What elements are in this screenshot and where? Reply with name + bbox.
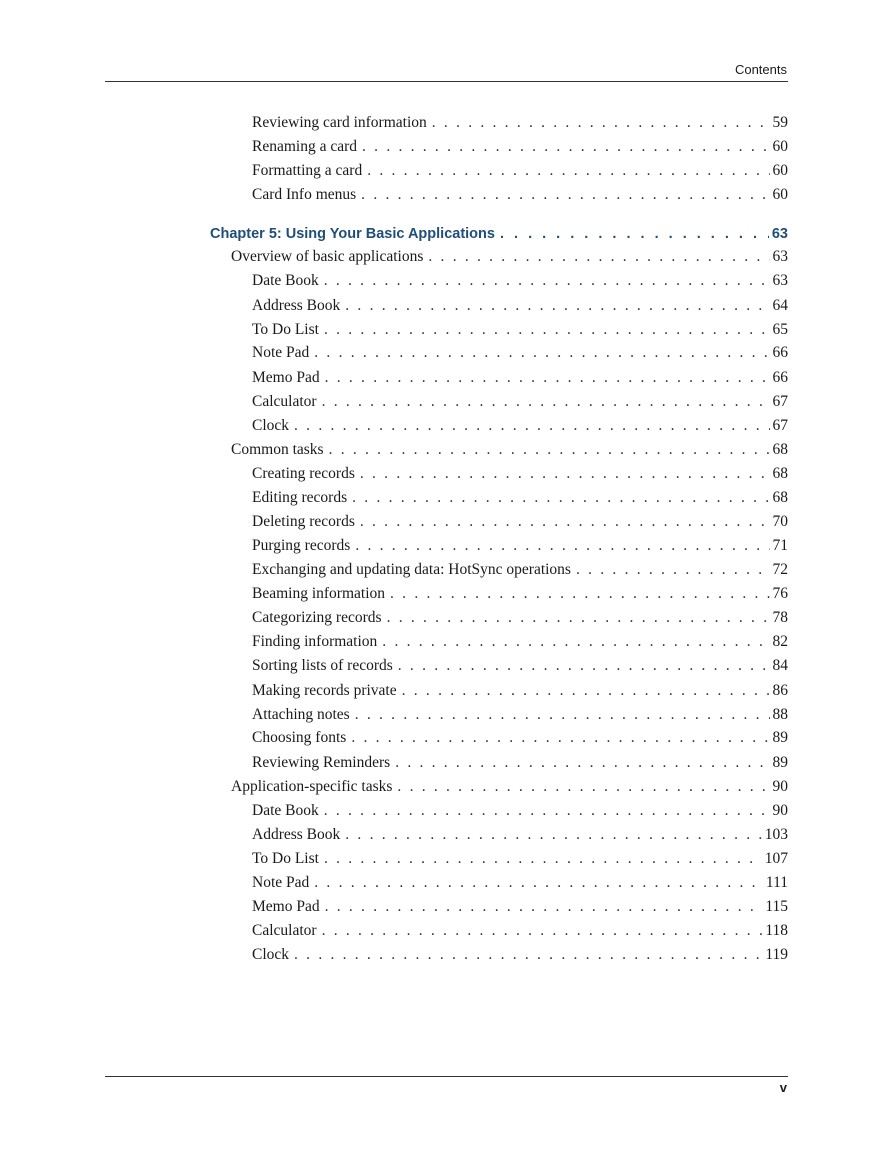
dot-leader	[395, 753, 769, 773]
toc-entry[interactable]	[252, 560, 788, 580]
toc-entry[interactable]	[252, 801, 788, 821]
toc-entry-title: Purging records	[252, 537, 351, 554]
toc-entry-page: 111	[765, 874, 788, 891]
dot-leader	[294, 416, 769, 436]
toc-entry[interactable]	[252, 392, 788, 412]
toc-entry-page: 118	[765, 922, 788, 939]
toc-entry-title: Making records private	[252, 682, 397, 699]
dot-leader	[351, 728, 769, 748]
toc-entry-title: Formatting a card	[252, 162, 363, 179]
toc-entry-title: Address Book	[252, 826, 341, 843]
toc-entry-title: Clock	[252, 946, 290, 963]
dot-leader	[355, 705, 770, 725]
toc-section-page: 68	[772, 441, 788, 458]
toc-entry-page: 89	[772, 754, 788, 771]
toc-entry-page: 88	[772, 706, 788, 723]
dot-leader	[432, 113, 770, 133]
toc-entry-page: 60	[772, 138, 788, 155]
toc-entry-title: Deleting records	[252, 513, 355, 530]
dot-leader	[361, 185, 769, 205]
toc-entry-page: 103	[764, 826, 788, 843]
toc-entry[interactable]	[252, 536, 788, 556]
toc-entry-page: 72	[772, 561, 788, 578]
dot-leader	[397, 777, 769, 797]
toc-entry[interactable]	[252, 849, 788, 869]
toc-entry-title: Editing records	[252, 489, 348, 506]
toc-entry-title: Address Book	[252, 297, 341, 314]
toc-entry-page: 67	[772, 417, 788, 434]
toc-entry[interactable]	[252, 608, 788, 628]
toc-entry-title: Memo Pad	[252, 369, 320, 386]
dot-leader	[314, 873, 763, 893]
toc-entry-page: 67	[772, 393, 788, 410]
chapter-heading[interactable]	[210, 224, 788, 244]
dot-leader	[345, 296, 769, 316]
toc-entry-page: 64	[772, 297, 788, 314]
page-number: v	[779, 1080, 787, 1095]
toc-entry-page: 76	[772, 585, 788, 602]
toc-entry-title: Date Book	[252, 802, 319, 819]
toc-entry-page: 78	[772, 609, 788, 626]
toc-entry-page: 89	[772, 729, 788, 746]
toc-entry-title: To Do List	[252, 321, 319, 338]
chapter-title: Chapter 5: Using Your Basic Applications	[210, 226, 495, 242]
toc-entry-title: Reviewing Reminders	[252, 754, 391, 771]
dot-leader	[324, 849, 762, 869]
dot-leader	[387, 608, 770, 628]
dot-leader	[325, 368, 770, 388]
toc-entry-title: Calculator	[252, 922, 317, 939]
chapter-page: 63	[771, 226, 788, 242]
toc-entry-page: 84	[772, 657, 788, 674]
toc-entry[interactable]	[252, 681, 788, 701]
running-header: Contents	[734, 62, 787, 77]
dot-leader	[322, 921, 763, 941]
dot-leader	[576, 560, 770, 580]
dot-leader	[329, 440, 770, 460]
toc-entry[interactable]	[252, 137, 788, 157]
toc-section[interactable]	[231, 777, 788, 797]
toc-entry[interactable]	[252, 753, 788, 773]
toc-entry-page: 90	[772, 802, 788, 819]
toc-entry-page: 82	[772, 633, 788, 650]
dot-leader	[402, 681, 770, 701]
dot-leader	[314, 343, 769, 363]
toc-entry[interactable]	[252, 464, 788, 484]
toc-entry-title: Note Pad	[252, 874, 310, 891]
toc-section-title: Overview of basic applications	[231, 248, 424, 265]
toc-entry[interactable]	[252, 825, 788, 845]
toc-entry[interactable]	[252, 416, 788, 436]
toc-entry-title: Calculator	[252, 393, 317, 410]
toc-entry[interactable]	[252, 728, 788, 748]
header-rule	[105, 81, 788, 82]
toc-entry-title: Reviewing card information	[252, 114, 427, 131]
dot-leader	[382, 632, 769, 652]
toc-entry[interactable]	[252, 320, 788, 340]
toc-entry[interactable]	[252, 897, 788, 917]
toc-entry-title: Sorting lists of records	[252, 657, 393, 674]
dot-leader	[324, 801, 770, 821]
dot-leader	[324, 271, 770, 291]
dot-leader	[500, 224, 769, 244]
toc-entry-title: Beaming information	[252, 585, 386, 602]
toc-entry[interactable]	[252, 584, 788, 604]
toc-entry-page: 66	[772, 344, 788, 361]
dot-leader	[362, 137, 769, 157]
toc-entry-title: Clock	[252, 417, 290, 434]
dot-leader	[355, 536, 769, 556]
toc-section[interactable]	[231, 247, 788, 267]
toc-entry-page: 86	[772, 682, 788, 699]
toc-entry-title: Note Pad	[252, 344, 310, 361]
toc-entry[interactable]	[252, 656, 788, 676]
toc-entry[interactable]	[252, 705, 788, 725]
toc-section-page: 90	[772, 778, 788, 795]
toc-entry-page: 66	[772, 369, 788, 386]
dot-leader	[352, 488, 769, 508]
dot-leader	[390, 584, 769, 604]
toc-entry-title: Attaching notes	[252, 706, 350, 723]
dot-leader	[428, 247, 769, 267]
toc-entry-page: 107	[764, 850, 788, 867]
toc-entry-title: Creating records	[252, 465, 355, 482]
toc-entry-page: 65	[772, 321, 788, 338]
toc-entry-page: 60	[772, 186, 788, 203]
toc-entry-page: 68	[772, 489, 788, 506]
toc-entry[interactable]	[252, 113, 788, 133]
dot-leader	[367, 161, 769, 181]
toc-entry-page: 71	[772, 537, 788, 554]
toc-entry-title: Exchanging and updating data: HotSync operations	[252, 561, 571, 578]
toc-entry[interactable]	[252, 271, 788, 291]
toc-entry-title: Renaming a card	[252, 138, 358, 155]
toc-entry[interactable]	[252, 921, 788, 941]
toc-entry-title: Date Book	[252, 272, 319, 289]
dot-leader	[324, 320, 770, 340]
toc-entry-page: 70	[772, 513, 788, 530]
toc-entry[interactable]	[252, 343, 788, 363]
dot-leader	[294, 945, 762, 965]
toc-entry-title: Finding information	[252, 633, 378, 650]
toc-entry-title: Memo Pad	[252, 898, 320, 915]
toc-entry[interactable]	[252, 368, 788, 388]
toc-entry[interactable]	[252, 512, 788, 532]
toc-entry[interactable]	[252, 945, 788, 965]
toc-entry[interactable]	[252, 632, 788, 652]
dot-leader	[360, 464, 770, 484]
toc-entry[interactable]	[252, 488, 788, 508]
toc-entry-title: Choosing fonts	[252, 729, 347, 746]
toc-entry-page: 60	[772, 162, 788, 179]
toc-entry-page: 68	[772, 465, 788, 482]
dot-leader	[325, 897, 763, 917]
toc-entry[interactable]	[252, 296, 788, 316]
dot-leader	[345, 825, 761, 845]
toc-entry[interactable]	[252, 161, 788, 181]
toc-entry-page: 115	[765, 898, 788, 915]
toc-entry-page: 63	[772, 272, 788, 289]
footer-rule	[105, 1076, 788, 1077]
toc-entry-page: 59	[772, 114, 788, 131]
toc-entry-page: 119	[765, 946, 788, 963]
toc-entry-title: Card Info menus	[252, 186, 357, 203]
toc-entry-title: Categorizing records	[252, 609, 382, 626]
toc-section[interactable]	[231, 440, 788, 460]
toc-section-title: Common tasks	[231, 441, 324, 458]
toc-section-title: Application-specific tasks	[231, 778, 393, 795]
toc-section-page: 63	[772, 248, 788, 265]
toc-entry-title: To Do List	[252, 850, 319, 867]
dot-leader	[322, 392, 770, 412]
dot-leader	[360, 512, 770, 532]
toc-entry[interactable]	[252, 873, 788, 893]
dot-leader	[398, 656, 770, 676]
toc-entry[interactable]	[252, 185, 788, 205]
